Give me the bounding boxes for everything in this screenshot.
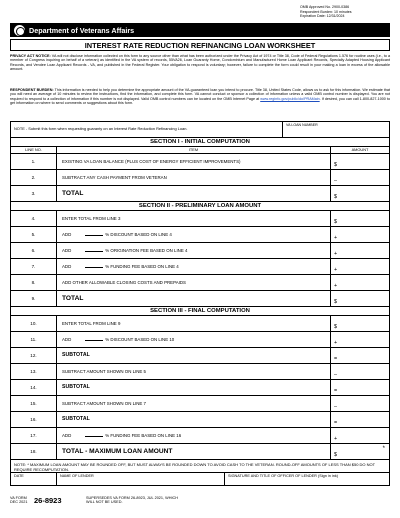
line-item-text: SUBTOTAL xyxy=(62,416,90,422)
department-name: Department of Veterans Affairs xyxy=(29,25,135,35)
amount-symbol: + xyxy=(334,267,338,273)
line-item xyxy=(57,243,331,258)
line-item xyxy=(57,186,331,201)
privacy-label: PRIVACY ACT NOTICE: xyxy=(10,54,51,58)
privacy-act-notice xyxy=(10,54,390,72)
amount-symbol: = xyxy=(334,356,338,362)
line-item-text: EXISTING VA LOAN BALANCE (PLUS COST OF ENERGY EFFICIENT IMPROVEMENTS) xyxy=(62,159,241,164)
date-field[interactable] xyxy=(11,473,57,485)
amount-symbol: – xyxy=(334,178,337,184)
section-header: SECTION III - FINAL COMPUTATION xyxy=(11,307,389,316)
line-item-text: % ORIGINATION FEE BASED ON LINE 4 xyxy=(105,248,188,253)
line-number: 2. xyxy=(11,170,57,185)
worksheet-line xyxy=(11,364,389,380)
amount-field[interactable] xyxy=(331,211,389,226)
amount-symbol: + xyxy=(334,283,338,289)
va-loan-number-label: VA LOAN NUMBER xyxy=(286,123,318,127)
percent-blank-field[interactable] xyxy=(85,233,103,236)
line-item xyxy=(57,428,331,443)
worksheet-table xyxy=(10,121,390,486)
line-item xyxy=(57,316,331,331)
amount-symbol: $ xyxy=(334,194,337,200)
amount-symbol: $ xyxy=(334,299,337,305)
omb-burden: Respondent Burden: 10 minutes xyxy=(300,9,352,14)
add-prefix: ADD xyxy=(62,337,72,342)
section-header: SECTION I - INITIAL COMPUTATION xyxy=(11,138,389,147)
amount-field[interactable] xyxy=(331,259,389,274)
line-number: 9. xyxy=(11,291,57,306)
line-item xyxy=(57,170,331,185)
line-item-text: SUBTOTAL xyxy=(62,352,90,358)
worksheet-line xyxy=(11,332,389,348)
line-number: 8. xyxy=(11,275,57,290)
amount-field[interactable] xyxy=(331,428,389,443)
amount-field[interactable] xyxy=(331,412,389,427)
percent-blank-field[interactable] xyxy=(85,265,103,268)
percent-blank-field[interactable] xyxy=(85,434,103,437)
worksheet-line xyxy=(11,412,389,428)
agency-header xyxy=(10,23,390,37)
line-item-text: TOTAL xyxy=(62,295,84,302)
worksheet-line xyxy=(11,170,389,186)
add-prefix: ADD xyxy=(62,433,72,438)
form-label xyxy=(10,496,34,505)
amount-field[interactable] xyxy=(331,227,389,242)
amount-symbol: = xyxy=(334,420,338,426)
line-number: 1. xyxy=(11,154,57,169)
line-number: 5. xyxy=(11,227,57,242)
respondent-burden-notice xyxy=(10,88,390,106)
line-item-text: ADD OTHER ALLOWABLE CLOSING COSTS AND PREPAIDS xyxy=(62,280,186,285)
va-seal-icon xyxy=(14,25,25,36)
line-item-text: TOTAL xyxy=(62,190,84,197)
line-number: 7. xyxy=(11,259,57,274)
line-item xyxy=(57,380,331,395)
line-item xyxy=(57,332,331,347)
amount-field[interactable] xyxy=(331,170,389,185)
line-number: 18. xyxy=(11,444,57,459)
line-number: 13. xyxy=(11,364,57,379)
line-item xyxy=(57,259,331,274)
amount-field[interactable] xyxy=(331,396,389,411)
burden-text-end: . If desired, you can call 1-800-827-1000 to get information on where to send comments or suggestions about this form. xyxy=(10,96,390,106)
line-item-text: SUBTRACT AMOUNT SHOWN ON LINE 5 xyxy=(62,369,147,374)
rounding-note: NOTE: * MAXIMUM LOAN AMOUNT MAY BE ROUNDED OFF, BUT MUST ALWAYS BE ROUNDED DOWN TO AVOID CASH TO THE VETERAN. ROUND-OFF AMOUNTS OF LESS THAN $50 DO NOT REQUIRE RECOMPUTATION. xyxy=(11,460,389,473)
lender-name-field[interactable] xyxy=(57,473,225,485)
line-number: 16. xyxy=(11,412,57,427)
worksheet-line xyxy=(11,154,389,170)
line-item xyxy=(57,227,331,242)
va-loan-number-field[interactable] xyxy=(283,122,389,137)
line-number: 3. xyxy=(11,186,57,201)
burden-text: This information is needed to help you determine the appropriate amount of the VA-guaranteed loan you intend to procure. Title 38, United States Code, allows us to ask for this information. We estimate that you will need an average of 10 minutes to review the instructions, find the information, and complete this form. VA cannot conduct or sponsor a collection of information unless a valid OMB control number is displayed. You are not required to respond to a collection of information if this number is not displayed. Valid OMB control numbers can be located on the OMB Internet Page at xyxy=(10,88,391,101)
submit-note-row xyxy=(11,122,389,138)
worksheet-line xyxy=(11,380,389,396)
supersedes-note xyxy=(86,496,178,505)
worksheet-line xyxy=(11,316,389,332)
amount-field[interactable] xyxy=(331,154,389,169)
line-number: 6. xyxy=(11,243,57,258)
supersedes-line-2: WILL NOT BE USED. xyxy=(86,500,123,505)
amount-field[interactable] xyxy=(331,332,389,347)
privacy-text: VA will not disclose information collected on this form to any source other than what has been authorized under the Privacy Act of 1974 or Title 38, Code of Federal Regulations 1.576 for routine uses (i.e., to a member of Congress inquiring on behalf of a veteran) as identified in the VA system of records, 55VA26, Loan Guaranty Home, Condominium and Manufactured Home Loan Applicant Records, Specially Adapted Housing Applicant Records, and Vendee Loan Applicant Records - VA, and published in the Federal Register. Your obligation to respond is voluntary; however, failure to complete the form could result in your making a loan in excess of the allowable amount. xyxy=(10,54,390,72)
amount-symbol: + xyxy=(334,251,338,257)
amount-symbol: $ xyxy=(334,219,337,225)
worksheet-line xyxy=(11,259,389,275)
amount-field[interactable] xyxy=(331,243,389,258)
lender-label: NAME OF LENDER xyxy=(60,474,94,478)
line-item-text: % FUNDING FEE BASED ON LINE 4 xyxy=(105,264,179,269)
amount-field[interactable] xyxy=(331,275,389,290)
line-item xyxy=(57,364,331,379)
form-footer xyxy=(10,496,390,505)
asterisk-marker: * xyxy=(382,446,385,452)
worksheet-line xyxy=(11,348,389,364)
add-prefix: ADD xyxy=(62,232,72,237)
line-number: 12. xyxy=(11,348,57,363)
line-item xyxy=(57,154,331,169)
add-prefix: ADD xyxy=(62,248,72,253)
line-number: 4. xyxy=(11,211,57,226)
line-item-text: ENTER TOTAL FROM LINE 3 xyxy=(62,216,121,221)
amount-field[interactable] xyxy=(331,186,389,201)
line-item xyxy=(57,291,331,306)
amount-field[interactable] xyxy=(331,364,389,379)
line-number: 15. xyxy=(11,396,57,411)
amount-symbol: + xyxy=(334,436,338,442)
line-number: 11. xyxy=(11,332,57,347)
omb-link[interactable]: www.reginfo.gov/public/do/PRAMain xyxy=(260,96,320,101)
line-item xyxy=(57,211,331,226)
worksheet-line xyxy=(11,211,389,227)
worksheet-line xyxy=(11,444,389,460)
amount-header: AMOUNT xyxy=(351,147,369,152)
line-item xyxy=(57,275,331,290)
amount-field[interactable] xyxy=(331,444,389,459)
line-number: 17. xyxy=(11,428,57,443)
date-label: DATE xyxy=(14,474,24,478)
line-item-text: SUBTOTAL xyxy=(62,384,90,390)
amount-symbol: – xyxy=(334,372,337,378)
amount-field[interactable] xyxy=(331,348,389,363)
signature-label: SIGNATURE AND TITLE OF OFFICER OF LENDER (Sign in ink) xyxy=(228,474,338,478)
line-number: 14. xyxy=(11,380,57,395)
amount-symbol: + xyxy=(334,340,338,346)
percent-blank-field[interactable] xyxy=(85,338,103,341)
worksheet-line xyxy=(11,428,389,444)
line-item xyxy=(57,444,331,459)
signature-row xyxy=(11,473,389,485)
item-header: ITEM xyxy=(57,147,331,153)
worksheet-sections xyxy=(11,138,389,460)
line-item-text: % FUNDING FEE BASED ON LINE 16 xyxy=(105,433,182,438)
add-prefix: ADD xyxy=(62,264,72,269)
amount-symbol: = xyxy=(334,388,338,394)
line-item-text: % DISCOUNT BASED ON LINE 10 xyxy=(105,337,175,342)
worksheet-line xyxy=(11,186,389,202)
burden-label: RESPONDENT BURDEN: xyxy=(10,88,54,92)
va-form-text: VA FORM xyxy=(10,496,27,500)
form-number: 26-8923 xyxy=(34,496,62,505)
form-title: INTEREST RATE REDUCTION REFINANCING LOAN WORKSHEET xyxy=(10,39,390,51)
percent-blank-field[interactable] xyxy=(85,249,103,252)
amount-symbol: $ xyxy=(334,324,337,330)
line-item xyxy=(57,396,331,411)
worksheet-line xyxy=(11,275,389,291)
line-item-text: % DISCOUNT BASED ON LINE 4 xyxy=(105,232,172,237)
supersedes-line-1: SUPERSEDES VA FORM 26-8923, JUL 2021, WHICH xyxy=(86,496,178,500)
omb-approval: OMB Approved No. 2900-0386 xyxy=(300,5,350,9)
line-item-text: SUBTRACT ANY CASH PAYMENT FROM VETERAN xyxy=(62,175,167,180)
worksheet-line xyxy=(11,396,389,412)
amount-symbol: + xyxy=(334,235,338,241)
amount-field[interactable] xyxy=(331,380,389,395)
amount-field[interactable] xyxy=(331,316,389,331)
signature-field[interactable] xyxy=(225,473,389,485)
section-header: SECTION II - PRELIMINARY LOAN AMOUNT xyxy=(11,202,389,211)
line-no-header: LINE NO. xyxy=(11,147,57,153)
worksheet-line xyxy=(11,227,389,243)
amount-symbol: $ xyxy=(334,452,337,458)
line-item-text: SUBTRACT AMOUNT SHOWN ON LINE 7 xyxy=(62,401,147,406)
form-date: DEC 2021 xyxy=(10,500,28,505)
line-item xyxy=(57,348,331,363)
line-item-text: TOTAL - MAXIMUM LOAN AMOUNT xyxy=(62,448,173,455)
worksheet-line xyxy=(11,291,389,307)
line-item-text: ENTER TOTAL FROM LINE 9 xyxy=(62,321,121,326)
line-item xyxy=(57,412,331,427)
amount-field[interactable] xyxy=(331,291,389,306)
worksheet-line xyxy=(11,243,389,259)
line-number: 10. xyxy=(11,316,57,331)
amount-symbol: – xyxy=(334,404,337,410)
omb-block xyxy=(300,5,390,19)
amount-symbol: $ xyxy=(334,162,337,168)
omb-expiration: Expiration Date: 12/31/2024 xyxy=(300,14,345,19)
column-headers xyxy=(11,147,389,154)
submit-note: NOTE - Submit this form when requesting guaranty on an Interest Rate Reduction Refinancing Loan. xyxy=(11,122,283,137)
